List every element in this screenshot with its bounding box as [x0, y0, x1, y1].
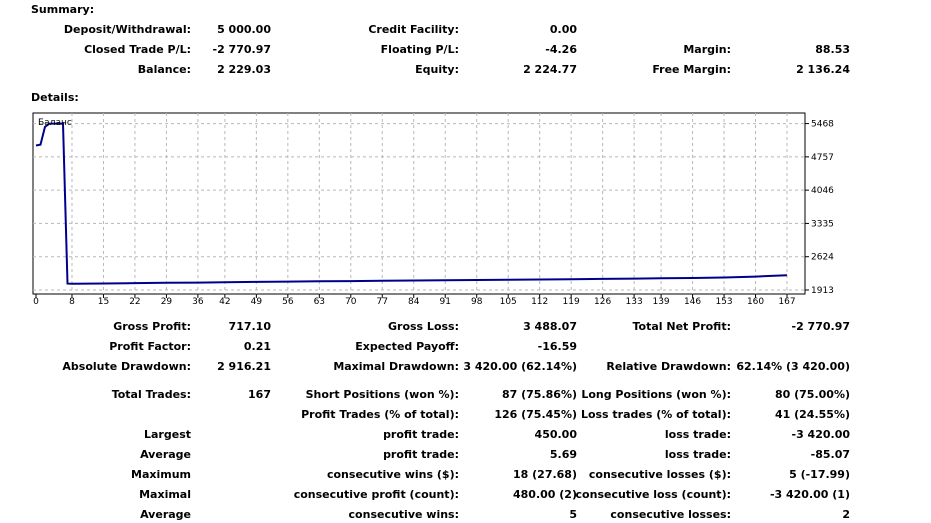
detail-value: 41 (24.55%)	[774, 408, 850, 421]
x-tick-label: 119	[562, 297, 580, 307]
margin-value: 88.53	[815, 43, 850, 56]
plot-area	[33, 113, 805, 294]
free-margin-label: Free Margin:	[652, 63, 731, 76]
x-tick-label: 133	[625, 297, 643, 307]
detail-value: 0.21	[243, 340, 271, 353]
detail-value: 5	[569, 508, 577, 521]
balance-label: Balance:	[137, 63, 191, 76]
details-heading: Details:	[31, 91, 79, 104]
detail-label: Gross Loss:	[388, 320, 459, 333]
detail-value: -85.07	[810, 448, 850, 461]
equity-value: 2 224.77	[523, 63, 577, 76]
x-tick-label: 160	[746, 297, 765, 307]
detail-value: 167	[248, 388, 271, 401]
detail-value: 2 916.21	[217, 360, 271, 373]
x-tick-label: 98	[470, 297, 483, 307]
detail-label: Absolute Drawdown:	[62, 360, 191, 373]
detail-label: Total Trades:	[111, 388, 191, 401]
x-tick-label: 146	[683, 297, 702, 307]
x-tick-label: 0	[33, 297, 39, 307]
detail-label: Maximal	[139, 488, 191, 501]
detail-label: Profit Trades (% of total):	[301, 408, 459, 421]
closed-pl-value: -2 770.97	[212, 43, 271, 56]
x-tick-label: 105	[499, 297, 517, 307]
summary-heading: Summary:	[31, 3, 95, 16]
free-margin-value: 2 136.24	[796, 63, 850, 76]
detail-value: 126 (75.45%)	[494, 408, 577, 421]
detail-value: 18 (27.68)	[513, 468, 577, 481]
detail-label: consecutive wins ($):	[326, 468, 459, 481]
x-tick-label: 153	[715, 297, 733, 307]
y-tick-label: 4757	[811, 152, 834, 163]
x-tick-label: 84	[408, 297, 420, 307]
equity-label: Equity:	[415, 63, 459, 76]
balance-chart	[0, 110, 931, 310]
detail-label: loss trade:	[664, 448, 731, 461]
detail-label: Short Positions (won %):	[305, 388, 459, 401]
detail-label: Total Net Profit:	[632, 320, 731, 333]
x-tick-label: 126	[594, 297, 612, 307]
detail-value: 450.00	[534, 428, 577, 441]
detail-label: consecutive loss (count):	[575, 488, 731, 501]
detail-label: Average	[140, 508, 191, 521]
detail-label: Relative Drawdown:	[606, 360, 731, 373]
detail-value: 2	[842, 508, 850, 521]
detail-label: consecutive losses ($):	[588, 468, 731, 481]
deposit-label: Deposit/Withdrawal:	[63, 23, 191, 36]
detail-label: Profit Factor:	[109, 340, 191, 353]
y-tick-label: 3335	[811, 219, 834, 230]
x-axis-ticks	[33, 294, 795, 307]
margin-label: Margin:	[683, 43, 731, 56]
x-tick-label: 56	[282, 297, 294, 307]
x-tick-label: 29	[160, 297, 173, 307]
y-tick-label: 5468	[811, 119, 834, 130]
x-tick-label: 112	[531, 297, 549, 307]
floating-pl-label: Floating P/L:	[380, 43, 459, 56]
y-tick-label: 4046	[811, 186, 834, 197]
detail-label: Expected Payoff:	[355, 340, 459, 353]
detail-value: 62.14% (3 420.00)	[736, 360, 850, 373]
detail-value: 717.10	[228, 320, 271, 333]
x-tick-label: 63	[313, 297, 326, 307]
detail-value: 5 (-17.99)	[789, 468, 850, 481]
x-tick-label: 42	[219, 297, 231, 307]
chart-legend: Баланс	[38, 118, 72, 128]
detail-value: -2 770.97	[791, 320, 850, 333]
detail-label: Maximum	[131, 468, 191, 481]
y-tick-label: 2624	[811, 252, 834, 263]
x-tick-label: 49	[250, 297, 263, 307]
detail-value: 80 (75.00%)	[774, 388, 850, 401]
x-tick-label: 91	[439, 297, 451, 307]
x-tick-label: 167	[778, 297, 796, 307]
detail-label: profit trade:	[383, 448, 459, 461]
x-tick-label: 139	[652, 297, 670, 307]
detail-label: loss trade:	[664, 428, 731, 441]
y-tick-label: 1913	[811, 286, 834, 296]
detail-label: Largest	[144, 428, 191, 441]
detail-label: consecutive losses:	[610, 508, 731, 521]
detail-value: 480.00 (2)	[513, 488, 577, 501]
detail-value: -16.59	[537, 340, 577, 353]
x-tick-label: 22	[129, 297, 141, 307]
detail-label: Average	[140, 448, 191, 461]
detail-value: 3 488.07	[523, 320, 577, 333]
detail-value: -3 420.00 (1)	[769, 488, 850, 501]
x-tick-label: 77	[376, 297, 389, 307]
detail-value: -3 420.00	[791, 428, 850, 441]
closed-pl-label: Closed Trade P/L:	[84, 43, 191, 56]
detail-label: consecutive profit (count):	[293, 488, 459, 501]
x-tick-label: 70	[345, 297, 357, 307]
x-tick-label: 36	[192, 297, 204, 307]
detail-value: 3 420.00 (62.14%)	[463, 360, 577, 373]
detail-value: 87 (75.86%)	[501, 388, 577, 401]
x-tick-label: 15	[97, 297, 110, 307]
x-tick-label: 8	[69, 297, 75, 307]
detail-label: Long Positions (won %):	[581, 388, 731, 401]
balance-value: 2 229.03	[217, 63, 271, 76]
detail-label: profit trade:	[383, 428, 459, 441]
detail-label: Gross Profit:	[113, 320, 191, 333]
detail-label: Maximal Drawdown:	[333, 360, 459, 373]
y-axis-ticks	[805, 120, 834, 296]
detail-value: 5.69	[549, 448, 577, 461]
detail-label: consecutive wins:	[348, 508, 459, 521]
deposit-value: 5 000.00	[217, 23, 271, 36]
floating-pl-value: -4.26	[545, 43, 577, 56]
credit-label: Credit Facility:	[368, 23, 459, 36]
credit-value: 0.00	[549, 23, 577, 36]
detail-label: Loss trades (% of total):	[580, 408, 731, 421]
